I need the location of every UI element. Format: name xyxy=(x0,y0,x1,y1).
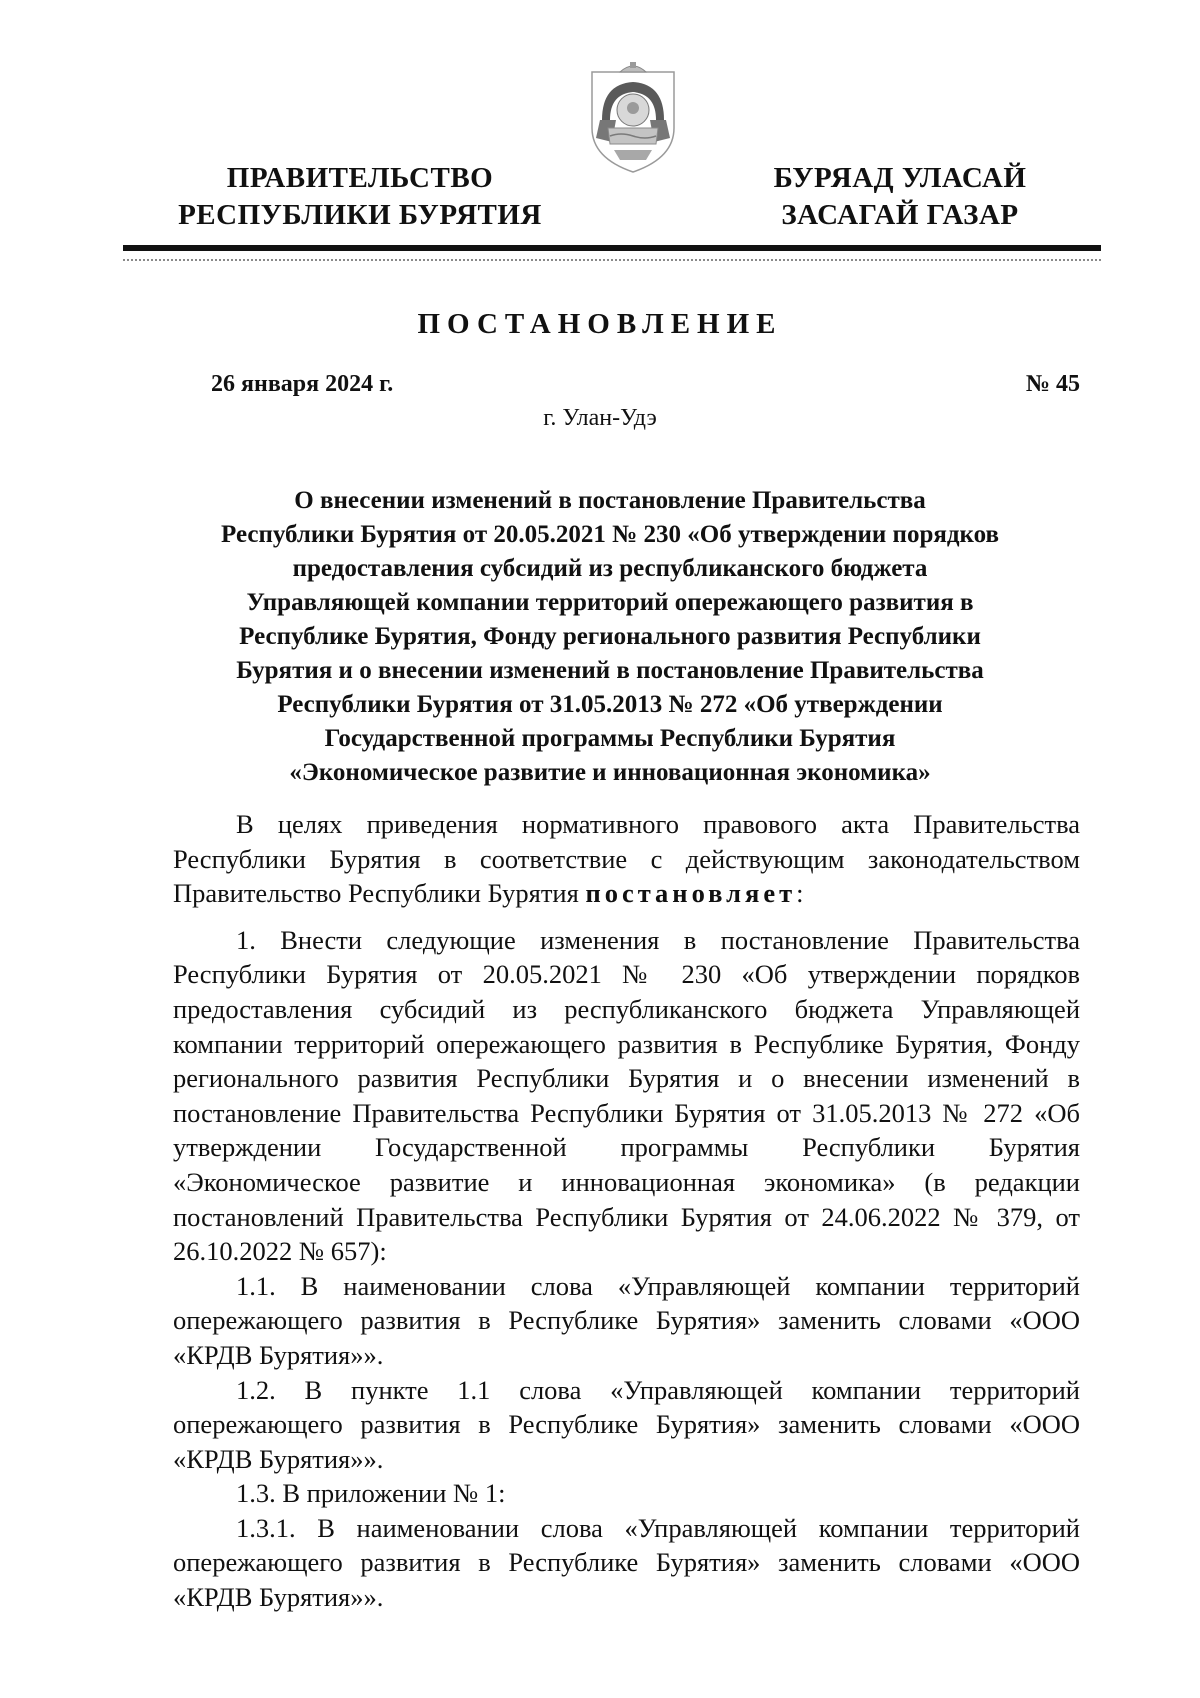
org-name-buryat-line1: БУРЯАД УЛАСАЙ xyxy=(773,162,1027,194)
paragraph-1-2: 1.2. В пункте 1.1 слова «Управляющей компании территорий опережающего развития в Республике Бурятия» заменить словами «ООО «КРДВ Бурятия»». xyxy=(173,1374,1080,1474)
org-name-buryat xyxy=(745,160,1055,234)
paragraph-1-3-1: 1.3.1. В наименовании слова «Управляющей компании территорий опережающего развития в Республике Бурятия» заменить словами «ООО «КРДВ Бурятия»». xyxy=(173,1512,1080,1613)
document-number: № 45 xyxy=(1025,371,1080,397)
coat-of-arms-icon xyxy=(586,58,680,176)
heading-line: Республике Бурятия, Фонду регионального развития Республики xyxy=(239,623,981,650)
heading-line: Управляющей компании территорий опережающего развития в xyxy=(246,589,974,616)
heading-line: О внесении изменений в постановление Правительства xyxy=(294,487,926,514)
heading-line: Республики Бурятия от 20.05.2021 № 230 «Об утверждении порядков xyxy=(221,521,999,548)
document-place: г. Улан-Удэ xyxy=(543,405,657,431)
preamble-text: В целях приведения нормативного правового акта Правительства Республики Бурятия в соответствие с действующим законодательством Правительство Республики Бурятия xyxy=(173,809,1080,909)
heading-line: Республики Бурятия от 31.05.2013 № 272 «Об утверждении xyxy=(277,691,943,718)
heading-line: Государственной программы Республики Бурятия xyxy=(324,725,896,752)
preamble-paragraph xyxy=(173,807,1080,911)
header-divider-thick xyxy=(123,245,1101,251)
document-heading xyxy=(170,484,1050,790)
org-name-buryat-line2: ЗАСАГАЙ ГАЗАР xyxy=(781,199,1019,231)
document-type: ПОСТАНОВЛЕНИЕ xyxy=(417,308,783,340)
org-name-russian-line2: РЕСПУБЛИКИ БУРЯТИЯ xyxy=(178,199,542,231)
paragraph-1-1: 1.1. В наименовании слова «Управляющей компании территорий опережающего развития в Республике Бурятия» заменить словами «ООО «КРДВ Бурятия»». xyxy=(173,1270,1080,1370)
header-divider-thin xyxy=(123,259,1101,261)
org-name-russian-line1: ПРАВИТЕЛЬСТВО xyxy=(226,162,494,194)
paragraph-1-3: 1.3. В приложении № 1: xyxy=(236,1478,506,1509)
document-body xyxy=(173,807,1080,1615)
heading-line: Бурятия и о внесении изменений в постановление Правительства xyxy=(236,657,984,684)
heading-line: «Экономическое развитие и инновационная экономика» xyxy=(289,759,931,786)
preamble-end: : xyxy=(796,878,804,909)
heading-line: предоставления субсидий из республиканского бюджета xyxy=(292,555,928,582)
org-name-russian xyxy=(170,160,550,234)
preamble-verb: постановляет xyxy=(585,878,797,909)
document-date: 26 января 2024 г. xyxy=(211,371,394,397)
paragraph-1: 1. Внести следующие изменения в постановление Правительства Республики Бурятия от 20.05.2021 № 230 «Об утверждении порядков предоставления субсидий из республиканского бюджета Управляющей компании территорий опережающего развития в Республике Бурятия, Фонду регионального развития Республики Бурятия и о внесении изменений в постановление Правительства Республики Бурятия от 31.05.2013 № 272 «Об утверждении Государственной программы Республики Бурятия «Экономическое развитие и инновационная экономика» (в редакции постановлений Правительства Республики Бурятия от 24.06.2022 № 379, от 26.10.2022 № 657): xyxy=(173,924,1080,1267)
